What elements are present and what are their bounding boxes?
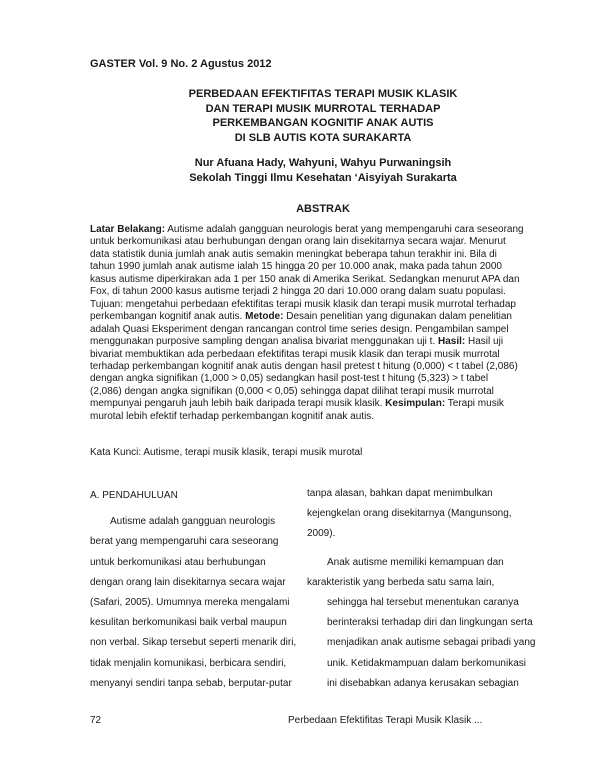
abstract-line: perkembangan kognitif anak autis. Metode: Desain penelitian yang digunakan dalam penelitian — [90, 311, 512, 323]
abstract-line: tahun 1990 jumlah anak autisme ialah 15 hingga 20 per 10.000 anak, maka pada tahun 2000 — [90, 261, 502, 273]
abstract-line: bivariat membuktikan ada perbedaan efektifitas terapi musik klasik dan terapi musik murrotal — [90, 348, 500, 360]
body-line: 2009). — [307, 528, 336, 540]
abstract-line: kasus autisme diperkirakan ada 1 per 150 anak di Amerika Serikat. Sedangkan menurut APA dan — [90, 273, 520, 285]
label-metode: Metode: — [245, 311, 284, 323]
abstract-body — [90, 224, 560, 423]
abstract-line: adalah Quasi Eksperiment dengan rancangan control time series design. Pengambilan sampel — [90, 323, 509, 335]
body-line: tanpa alasan, bahkan dapat menimbulkan — [307, 488, 493, 499]
title-line: DI SLB AUTIS KOTA SURAKARTA — [234, 131, 412, 144]
page-number: 72 — [90, 715, 102, 726]
title-line: PERKEMBANGAN KOGNITIF ANAK AUTIS — [212, 117, 434, 130]
label-latar-belakang: Latar Belakang: — [90, 224, 166, 235]
abstract-line: murotal lebih efektif terhadap perkembangan kognitif anak autis. — [90, 410, 375, 422]
body-line: kesulitan berkomunikasi baik verbal maupun — [90, 617, 287, 629]
body-line: Anak autisme memiliki kemampuan dan — [327, 556, 504, 568]
article-title — [90, 87, 556, 145]
abstract-line: mempunyai pengaruh jauh lebih baik daripada terapi musik klasik. Kesimpulan: Terapi musik — [90, 398, 504, 410]
title-line: PERBEDAAN EFEKTIFITAS TERAPI MUSIK KLASIK — [188, 88, 458, 100]
abstract-line: untuk berkomunikasi atau berhubungan dengan orang lain disekitarnya secara wajar. Menurut — [90, 236, 506, 248]
abstract-heading: ABSTRAK — [296, 203, 350, 215]
body-line: menyanyi sendiri tanpa sebab, berputar-putar — [90, 677, 292, 689]
abstract-line: menggunakan purposive sampling dengan analisa bivariat menggunakan uji t. Hasil: Hasil uji — [90, 336, 504, 348]
abstract-line: Fox, di tahun 2000 kasus autisme terjadi 2 hingga 20 dari 10.000 orang dalam suatu populasi. — [90, 286, 506, 298]
body-line: non verbal. Sikap tersebut seperti menarik diri, — [90, 637, 297, 649]
abstract-line: data statistik dunia jumlah anak autis semakin meningkat beberapa tahun terakhir ini. Bila di — [90, 248, 497, 260]
author-block — [90, 156, 556, 185]
body-line: berat yang mempengaruhi cara seseorang — [90, 536, 279, 548]
label-kesimpulan: Kesimpulan: — [385, 398, 446, 410]
body-line: karakteristik yang berbeda satu sama lain, — [307, 576, 495, 588]
body-line: menjadikan anak autisme sebagai pribadi yang — [327, 637, 536, 649]
body-line: kejengkelan orang disekitarnya (Mangunsong, — [307, 508, 512, 520]
body-line: berinteraksi terhadap diri dan lingkungan serta — [327, 617, 533, 629]
body-line: tidak menjalin komunikasi, berbicara sendiri, — [90, 657, 287, 669]
affiliation: Sekolah Tinggi Ilmu Kesehatan ‘Aisyiyah Surakarta — [189, 171, 457, 184]
body-line: Autisme adalah gangguan neurologis — [110, 516, 276, 528]
body-line: unik. Ketidakmampuan dalam berkomunikasi — [327, 657, 526, 669]
authors: Nur Afuana Hady, Wahyuni, Wahyu Purwaningsih — [194, 157, 452, 169]
paragraph-gap — [307, 545, 507, 553]
abstract-line: Tujuan: mengetahui perbedaan efektifitas terapi musik klasik dan terapi musik murrotal terhadap — [90, 298, 516, 310]
left-column — [90, 486, 297, 694]
abstract-line: terhadap perkembangan kognitif anak autis dengan hasil pretest t hitung (0,000) < t tabel (2,086) — [90, 360, 518, 372]
abstract-line: dengan angka signifikan (1,000 > 0,05) sedangkan hasil post-test t hitung (5,323) > t tabel — [90, 373, 489, 385]
body-line: (Safari, 2005). Umumnya mereka mengalami — [90, 597, 290, 608]
running-footer: Perbedaan Efektifitas Terapi Musik Klasik ... — [288, 715, 483, 726]
keywords: Kata Kunci: Autisme, terapi musik klasik, terapi musik murotal — [90, 447, 363, 458]
title-line: DAN TERAPI MUSIK MURROTAL TERHADAP — [205, 102, 441, 115]
abstract-line: Latar Belakang: Autisme adalah gangguan neurologis berat yang mempengaruhi cara seseorang — [90, 224, 524, 235]
body-line: ini disebabkan adanya kerusakan sebagian — [327, 677, 519, 689]
body-line: dengan orang lain disekitarnya secara wajar — [90, 576, 286, 588]
section-heading: A. PENDAHULUAN — [90, 490, 178, 501]
body-line: sehingga hal tersebut menentukan caranya — [327, 597, 519, 609]
journal-header: GASTER Vol. 9 No. 2 Agustus 2012 — [90, 58, 272, 70]
abstract-line: (2,086) dengan angka signifikan (0,000 < 0,05) sehingga dapat dilihat terapi musik murrotal — [90, 385, 494, 397]
body-line: untuk berkomunikasi atau berhubungan — [90, 556, 266, 568]
label-hasil: Hasil: — [438, 336, 466, 348]
right-column — [307, 484, 536, 694]
